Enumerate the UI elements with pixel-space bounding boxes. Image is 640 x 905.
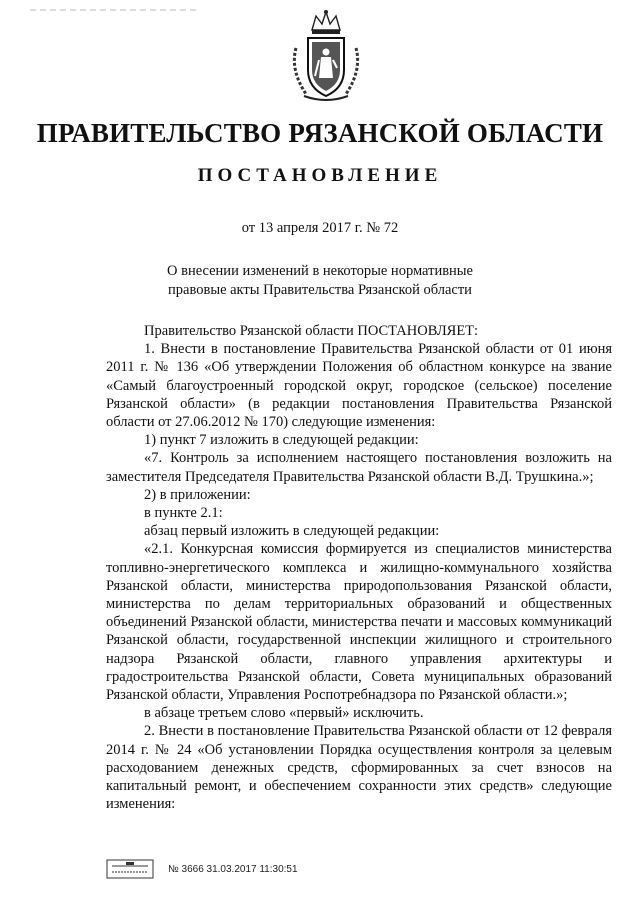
paragraph: в абзаце третьем слово «первый» исключить.	[144, 705, 424, 722]
paragraph: 2. Внести в постановление Правительства Рязанской области от 12 февраля 2014 г. № 24 «Об установлении Порядка осуществления контроля за целевым расходованием денежных средств, сформированных за счет взносов на капитальный ремонт, и обеспечением сохранности этих средств» следующие изменения:	[106, 723, 612, 813]
resolution-preamble: Правительство Рязанской области ПОСТАНОВЛЯЕТ:	[144, 323, 479, 339]
document-date-number: от 13 апреля 2017 г. № 72	[241, 220, 399, 236]
subject-line: О внесении изменений в некоторые нормативные	[167, 263, 473, 279]
paragraph: 2) в приложении:	[144, 486, 251, 503]
scan-artifact-line	[30, 6, 200, 14]
paragraph: в пункте 2.1:	[144, 505, 223, 522]
subject-line: правовые акты Правительства Рязанской области	[168, 282, 472, 298]
registry-stamp-icon	[106, 859, 154, 879]
paragraph: 1) пункт 7 изложить в следующей редакции:	[144, 432, 419, 449]
paragraph: 1. Внести в постановление Правительства Рязанской области от 01 июня 2011 г. № 136 «Об утверждении Положения об областном конкурсе на звание «Самый благоустроенный городской округ, городское (сельское) поселение Рязанской области» (в редакции постановления Правительства Рязанской области от 27.06.2012 № 170) следующие изменения:	[106, 341, 612, 431]
paragraph: «7. Контроль за исполнением настоящего постановления возложить на заместителя Председателя Правительства Рязанской области В.Д. Трушкина.»;	[106, 450, 612, 485]
organization-title: ПРАВИТЕЛЬСТВО РЯЗАНСКОЙ ОБЛАСТИ	[36, 118, 604, 148]
document-subject	[0, 262, 640, 300]
document-type: ПОСТАНОВЛЕНИЕ	[197, 165, 443, 186]
paragraph: «2.1. Конкурсная комиссия формируется из специалистов министерства топливно-энергетического комплекса и жилищно-коммунального хозяйства Рязанской области, министерства природопользования Рязанской области, министерства по делам территориальных образований и общественных объединений Рязанской области, министерства печати и массовых коммуникаций Рязанской области, государственной инспекции жилищного и строительного надзора Рязанской области, главного управления архитектуры и градостроительства Рязанской области, Совета муниципальных образований Рязанской области, Управления Роспотребнадзора по Рязанской области.»;	[106, 541, 612, 704]
coat-of-arms-icon	[286, 8, 366, 106]
document-body	[106, 322, 612, 813]
registration-footer	[106, 858, 298, 880]
paragraph: абзац первый изложить в следующей редакции:	[144, 523, 440, 540]
registration-number: № 3666 31.03.2017 11:30:51	[168, 863, 298, 875]
